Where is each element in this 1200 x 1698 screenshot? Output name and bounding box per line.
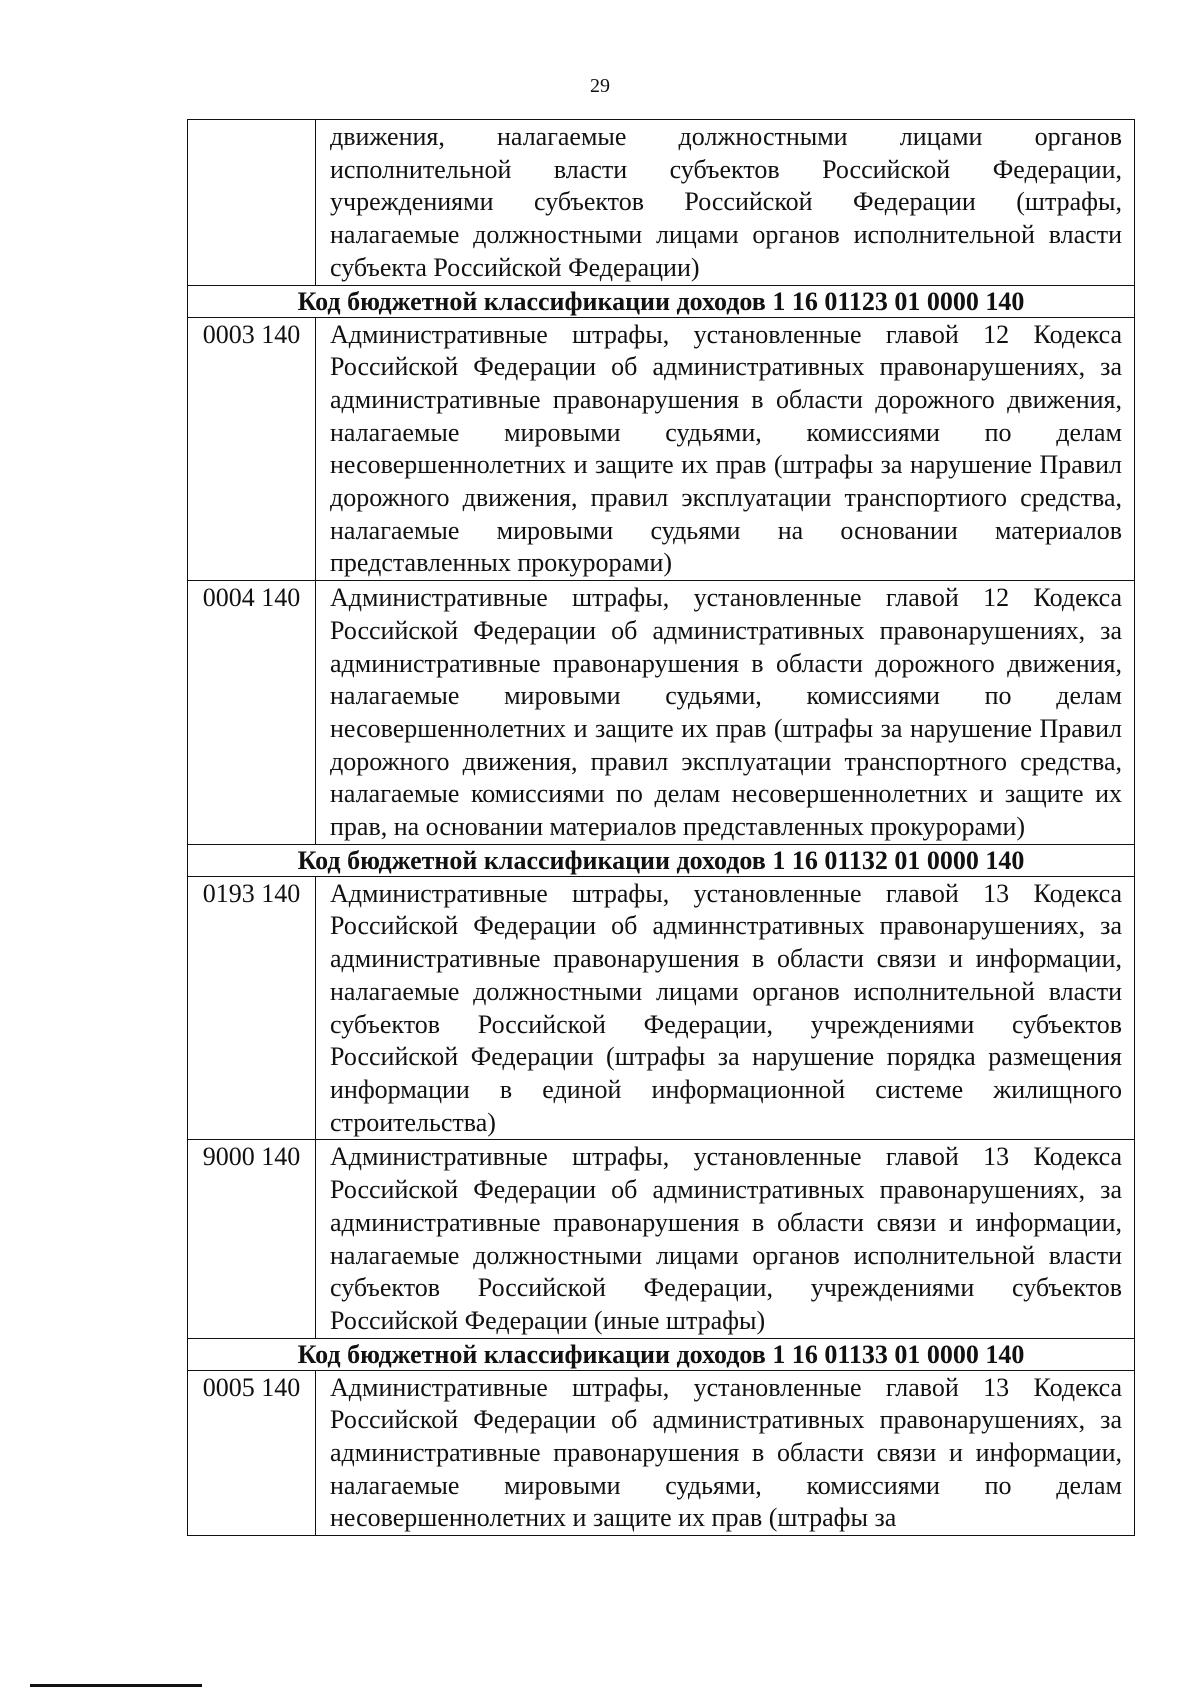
description-cell: движения, налагаемые должностными лицами органов исполнительной власти субъектов Российской Федерации, учреждениями субъектов Российской Федерации (штрафы, налагаемые должностными лицами органов исполнительной власти субъекта Российской Федерации) xyxy=(316,120,1135,286)
table-row xyxy=(188,317,1135,581)
table-row xyxy=(188,876,1135,1140)
description-cell: Административные штрафы, установленные главой 12 Кодекса Российской Федерации об административных правонарушениях, за административные правонарушения в области дорожного движения, налагаемые мировыми судьями, комиссиями по делам несовершеннолетних и защите их прав (штрафы за нарушение Правил дорожного движения, правил эксплуатации транспортиого средства, налагаемые мировыми судьями на основании материалов представленных прокурорами) xyxy=(316,317,1135,581)
kbk-header-row xyxy=(188,285,1135,317)
table-row xyxy=(188,581,1135,845)
kbk-header: Код бюджетной классификации доходов 1 16 01123 01 0000 140 xyxy=(188,285,1135,317)
code-cell: 0004 140 xyxy=(188,581,316,845)
table-row xyxy=(188,120,1135,286)
table-row xyxy=(188,1140,1135,1338)
kbk-header-row xyxy=(188,1338,1135,1370)
code-cell xyxy=(188,120,316,286)
code-cell: 0193 140 xyxy=(188,876,316,1140)
description-cell: Административные штрафы, установленные главой 12 Кодекса Российской Федерации об административных правонарушениях, за административные правонарушения в области дорожного движения, налагаемые мировыми судьями, комиссиями по делам несовершеннолетних и защите их прав (штрафы за нарушение Правил дорожного движения, правил эксплуатации транспортного средства, налагаемые комиссиями по делам несовершеннолетних и защите их прав, на основании материалов представленных прокурорами) xyxy=(316,581,1135,845)
kbk-header: Код бюджетной классификации доходов 1 16 01132 01 0000 140 xyxy=(188,844,1135,876)
kbk-header: Код бюджетной классификации доходов 1 16 01133 01 0000 140 xyxy=(188,1338,1135,1370)
kbk-header-row xyxy=(188,844,1135,876)
description-cell: Административные штрафы, установленные главой 13 Кодекса Российской Федерации об административных правонарушениях, за административные правонарушения в области связи и информации, налагаемые должностными лицами органов исполнительной власти субъектов Российской Федерации, учреждениями субъектов Российской Федерации (иные штрафы) xyxy=(316,1140,1135,1338)
table-row xyxy=(188,1370,1135,1536)
page-number: 29 xyxy=(590,75,610,97)
footnote-separator-line xyxy=(30,1684,202,1687)
code-cell: 9000 140 xyxy=(188,1140,316,1338)
code-cell: 0005 140 xyxy=(188,1370,316,1536)
code-cell: 0003 140 xyxy=(188,317,316,581)
revenue-classification-table xyxy=(187,119,1135,1536)
description-cell: Административные штрафы, установленные главой 13 Кодекса Российской Федерации об административных правонарушениях, за административные правонарушения в области связи и информации, налагаемые мировыми судьями, комиссиями по делам несовершеннолетних и защите их прав (штрафы за xyxy=(316,1370,1135,1536)
description-cell: Административные штрафы, установленные главой 13 Кодекса Российской Федерации об админнстративных правонарушениях, за административные правонарушения в области связи и информации, налагаемые должностными лицами органов исполнительной власти субъектов Российской Федерации, учреждениями субъектов Российской Федерации (штрафы за нарушение порядка размещения информации в единой информационной системе жилищного строительства) xyxy=(316,876,1135,1140)
